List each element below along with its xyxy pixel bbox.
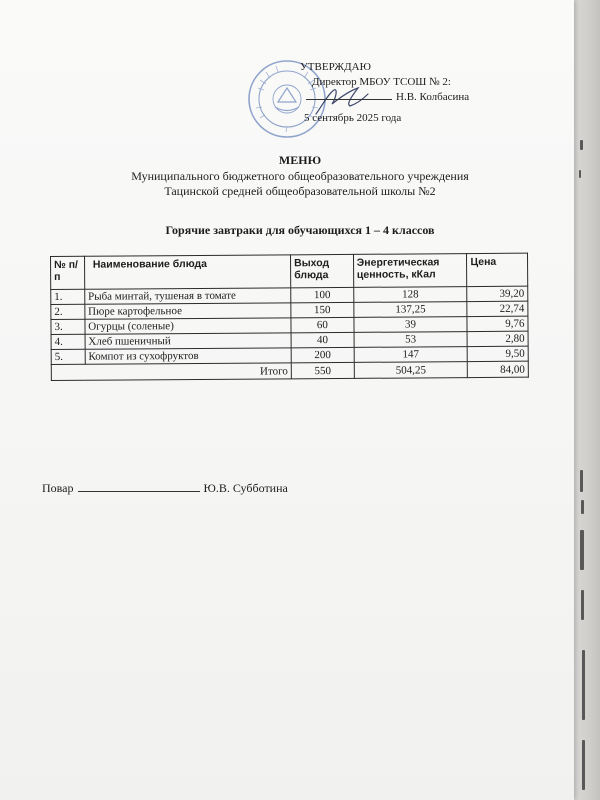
table-total-row bbox=[51, 361, 528, 380]
total-energy: 504,25 bbox=[354, 362, 468, 379]
edge-mark bbox=[581, 590, 584, 620]
cell-price: 2,80 bbox=[467, 331, 528, 346]
menu-subtitle: Горячие завтраки для обучающихся 1 – 4 классов bbox=[165, 223, 435, 237]
cell-price: 22,74 bbox=[467, 301, 528, 316]
total-price: 84,00 bbox=[468, 361, 529, 377]
edge-mark bbox=[582, 650, 585, 720]
cell-number: 1. bbox=[51, 289, 85, 304]
approval-signer-line bbox=[300, 89, 469, 105]
cell-energy: 128 bbox=[353, 287, 467, 303]
cook-signature-line bbox=[42, 480, 288, 496]
cook-signature-blank bbox=[78, 480, 200, 492]
cell-number: 5. bbox=[51, 349, 85, 364]
cell-number: 2. bbox=[51, 304, 85, 319]
header-energy: Энергетическая ценность, кКал bbox=[353, 254, 467, 288]
paper-stack-edge bbox=[574, 0, 600, 800]
cell-dish-name: Компот из сухофруктов bbox=[85, 348, 291, 364]
approval-heading: УТВЕРЖДАЮ bbox=[300, 61, 371, 73]
cell-dish-name: Хлеб пшеничный bbox=[85, 333, 291, 349]
cell-dish-name: Огурцы (соленые) bbox=[85, 318, 291, 334]
organization-name-line2: Тацинской средней общеобразовательной школы №2 bbox=[164, 184, 436, 198]
cell-output: 40 bbox=[291, 332, 354, 347]
cell-energy: 39 bbox=[354, 317, 468, 333]
header-output: Выход блюда bbox=[291, 254, 354, 287]
edge-mark bbox=[580, 530, 584, 570]
organization-name-line1: Муниципального бюджетного общеобразовательного учреждения bbox=[131, 169, 469, 183]
approval-block bbox=[300, 60, 469, 125]
cell-price: 39,20 bbox=[467, 286, 528, 301]
cook-label: Повар bbox=[42, 481, 74, 495]
document-title: МЕНЮ bbox=[278, 153, 322, 167]
cell-price: 9,76 bbox=[467, 316, 528, 331]
cell-output: 150 bbox=[291, 302, 354, 317]
header-number: № п/п bbox=[51, 256, 85, 289]
cell-energy: 137,25 bbox=[354, 302, 468, 318]
edge-mark bbox=[579, 170, 581, 178]
cell-dish-name: Пюре картофельное bbox=[85, 303, 291, 319]
cell-energy: 147 bbox=[354, 347, 468, 363]
cell-dish-name: Рыба минтай, тушеная в томате bbox=[84, 288, 290, 304]
edge-mark bbox=[580, 140, 583, 150]
cell-price: 9,50 bbox=[468, 346, 529, 361]
cell-output: 60 bbox=[291, 317, 354, 332]
approval-signer: Н.В. Колбасина bbox=[396, 91, 470, 103]
header-dish-name: Наименование блюда bbox=[84, 255, 291, 289]
edge-mark bbox=[581, 500, 584, 514]
cell-energy: 53 bbox=[354, 332, 468, 348]
menu-table bbox=[50, 253, 529, 381]
table-header-row bbox=[51, 253, 528, 289]
header-price: Цена bbox=[467, 253, 528, 286]
signature-blank bbox=[306, 89, 392, 100]
approval-date: 5 сентябрь 2025 года bbox=[304, 111, 402, 124]
approval-position: Директор МБОУ ТСОШ № 2: bbox=[312, 75, 451, 88]
total-output: 550 bbox=[291, 362, 354, 378]
cell-output: 200 bbox=[291, 347, 354, 362]
edge-mark bbox=[580, 470, 583, 492]
cell-number: 4. bbox=[51, 334, 85, 349]
total-label: Итого bbox=[51, 363, 291, 381]
cell-output: 100 bbox=[291, 287, 354, 302]
cell-number: 3. bbox=[51, 319, 85, 334]
cook-name: Ю.В. Субботина bbox=[203, 481, 288, 495]
edge-mark bbox=[582, 740, 585, 790]
